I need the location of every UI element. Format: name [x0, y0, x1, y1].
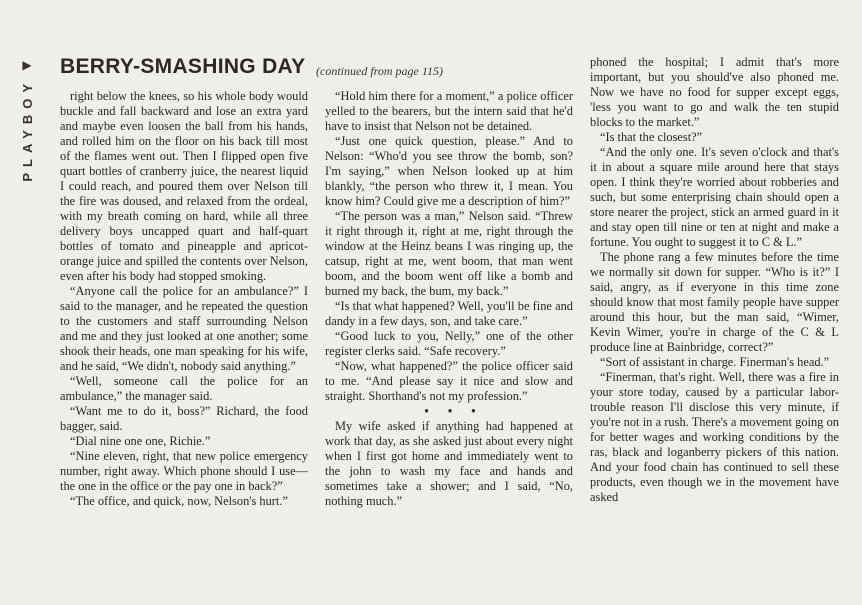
column-1	[60, 89, 308, 509]
continued-note: (continued from page 115)	[316, 64, 443, 78]
paragraph: “Is that what happened? Well, you'll be fine and dandy in a few days, son, and take care.”	[325, 299, 573, 328]
paragraph: “Finerman, that's right. Well, there was a fire in your store today, caused by a particular labor-trouble reason I'll disclose this very minute, if you're not in a rush. There's a movement going on for better wages and working conditions by the ras, black and loganberry pickers of this nation. And your food chain has continued to sell these products, even though we in the movement have asked	[590, 370, 839, 504]
paragraph: “Now, what happened?” the police officer said to me. “And please say it nice and slow and straight. Shorthand's not my profession.”	[325, 359, 573, 403]
paragraph: “Hold him there for a moment,” a police officer yelled to the bearers, but the intern said that he'd have to insist that Nelson not be detained.	[325, 89, 573, 133]
paragraph: “Sort of assistant in charge. Finerman's head.”	[600, 355, 830, 369]
magazine-sidebar	[14, 58, 40, 182]
paragraph: phoned the hospital; I admit that's more important, but you should've also phoned me. Now we have no food for supper except eggs, 'less you want to go and walk the ten stupid blocks to the market.”	[590, 55, 839, 129]
paragraph: “Nine eleven, right, that new police emergency number, right away. Which phone should I use—the one in the office or the pay one in back?”	[60, 449, 308, 493]
section-break: • • •	[424, 404, 484, 418]
paragraph: “Is that the closest?”	[600, 130, 703, 144]
paragraph: “And the only one. It's seven o'clock and that's it in about a square mile around here that stays open. I think they're worried about robberies and such, but some enterprising chain should open a store nearer the project, stick an armed guard in it and stay open till nine or ten at night and make a fortune. You ought to suggest it to C & L.”	[590, 145, 839, 249]
paragraph: “Good luck to you, Nelly,” one of the other register clerks said. “Safe recovery.”	[325, 329, 573, 358]
column-2	[325, 89, 573, 509]
paragraph: “Just one quick question, please.” And to Nelson: “Who'd you see throw the bomb, son? I'm saying,” when Nelson looked up at him blankly, “the person who threw it, I mean. You know him? Could give me a description of him?”	[325, 134, 573, 208]
paragraph: “The person was a man,” Nelson said. “Threw it right through it, right at me, right through the window at the Heinz beans I was ringing up, the catsup, right at me, went boom, that man went boom, and the boom went off like a bomb and burned my back, the bum, my back.”	[325, 209, 573, 298]
paragraph: The phone rang a few minutes before the time we normally sit down for supper. “Who is it?” I said, angry, as if everyone in this time zone should know that most family people have supper around this hour, but the man said, “Wimer, Kevin Wimer, you're in charge of the C & L produce line at Bainbridge, correct?”	[590, 250, 839, 354]
arrow-emblem-icon: ▶	[22, 58, 32, 72]
paragraph: “Anyone call the police for an ambulance?” I said to the manager, and he repeated the question to the customers and staff surrounding Nelson and me and they just looked at one another; some shook their heads, one man speaking for his wife, and he said, “We didn't, nobody said anything.”	[60, 284, 308, 373]
paragraph: “The office, and quick, now, Nelson's hurt.”	[70, 494, 288, 508]
paragraph: “Well, someone call the police for an ambulance,” the manager said.	[60, 374, 308, 403]
paragraph: “Want me to do it, boss?” Richard, the food bagger, said.	[60, 404, 308, 433]
paragraph: “Dial nine one one, Richie.”	[70, 434, 211, 448]
column-3	[590, 55, 839, 505]
article-title: BERRY-SMASHING DAY	[60, 55, 306, 78]
paragraph: My wife asked if anything had happened at work that day, as she asked just about every night when I first got home and immediately went to the john to wash my face and hands and sometimes take a shower; and I said, “No, nothing much.”	[325, 419, 573, 508]
magazine-name: PLAYBOY	[19, 78, 35, 182]
paragraph: right below the knees, so his whole body would buckle and fall backward and lose an extra yard and maybe even loosen the ball from his hands, and rolled him on the floor on his back till most of the flames went out. Then I flipped open five quart bottles of cranberry juice, the nearest liquid I could reach, and poured them over Nelson till the fire was doused, and relaxed from the ordeal, with my breath coming on hard, while all three delivery boys uncapped quart and half-quart bottles of tomato and pineapple and apricot-orange juice and spilled the contents over Nelson, even after his body had stopped smoking.	[60, 89, 308, 283]
